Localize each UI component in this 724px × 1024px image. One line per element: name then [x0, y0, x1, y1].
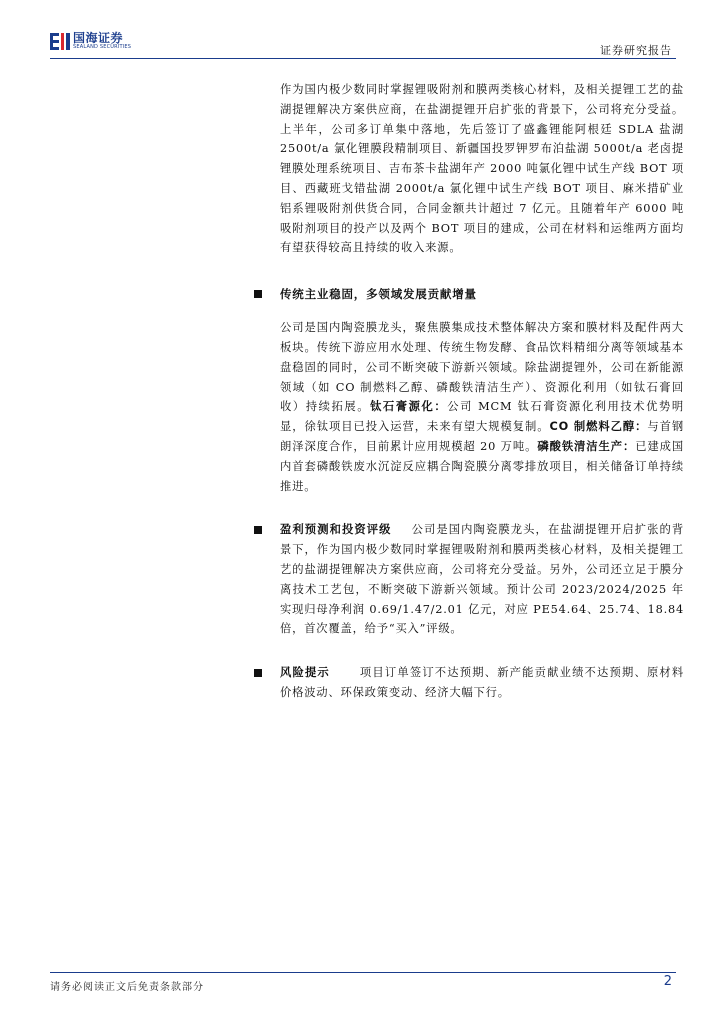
section-paragraph	[280, 318, 684, 496]
paragraph-text: 项目订单签订不达预期、新产能贡献业绩不达预期、原材料价格波动、环保政策变动、经济大幅下行。	[280, 666, 684, 699]
section-traditional-business	[280, 284, 684, 496]
section-title: 盈利预测和投资评级	[280, 523, 392, 537]
logo-text-cn: 国海证券	[73, 31, 124, 45]
section-paragraph	[280, 520, 684, 639]
section-paragraph	[280, 663, 684, 703]
bold-keyword: 磷酸铁清洁生产：	[537, 439, 636, 453]
square-bullet-icon	[254, 290, 262, 298]
section-risk-warning	[280, 663, 684, 703]
intro-paragraph: 作为国内极少数同时掌握锂吸附剂和膜两类核心材料，及相关提锂工艺的盐湖提锂解决方案供应商，在盐湖提锂开启扩张的背景下，公司将充分受益。上半年，公司多订单集中落地，先后签订了盛鑫锂能阿根廷 SDLA 盐湖 2500t/a 氯化锂膜段精制项目、新疆国投罗钾罗布泊盐湖 5000t/a 老卤提锂膜处理系统项目、吉布茶卡盐湖年产 2000 吨氯化锂中试生产线 BOT 项目、西藏班戈错盐湖 2000t/a 氯化锂中试生产线 BOT 项目、麻米措矿业铝系锂吸附剂供货合同，合同金额共计超过 7 亿元。且随着年产 6000 吨吸附剂项目的投产以及两个 BOT 项目的建成，公司在材料和运维两方面均有望获得较高且持续的收入来源。	[280, 83, 684, 255]
report-type-label: 证券研究报告	[600, 44, 672, 57]
footer-disclaimer: 请务必阅读正文后免责条款部分	[50, 982, 204, 993]
section-forecast-rating	[280, 520, 684, 639]
paragraph-text: 公司 MCM 钛石膏资源化利用技术优势明显，徐钛项目已投入运营，未来有望大规模复制。	[280, 400, 684, 434]
footer-divider	[50, 972, 676, 973]
square-bullet-icon	[254, 526, 262, 534]
logo-text-en: SEALAND SECURITIES	[73, 44, 132, 50]
logo-mark-icon	[50, 33, 70, 50]
page-number: 2	[663, 974, 672, 989]
bold-keyword: 钛石膏源化：	[370, 400, 448, 414]
bold-keyword: CO 制燃料乙醇：	[549, 420, 648, 434]
paragraph-text: 公司是国内陶瓷膜龙头，聚焦膜集成技术整体解决方案和膜材料及配件两大板块。传统下游应用水处理、传统生物发酵、食品饮料精细分离等领域基本盘稳固的同时，公司不断突破下游新兴领域。除盐湖提锂外，公司在新能源领域（如 CO 制燃料乙醇、磷酸铁清洁生产）、资源化利用（如钛石膏回收）持续拓展。	[280, 321, 684, 414]
header-divider	[50, 58, 676, 59]
square-bullet-icon	[254, 669, 262, 677]
company-logo	[50, 32, 131, 50]
main-content	[280, 80, 684, 703]
paragraph-text: 公司是国内陶瓷膜龙头，在盐湖提锂开启扩张的背景下，作为国内极少数同时掌握锂吸附剂和膜两类核心材料，及相关提锂工艺的盐湖提锂解决方案供应商，公司将充分受益。另外，公司还立足于膜分离技术工艺包，不断突破下游新兴领域。预计公司 2023/2024/2025 年实现归母净利润 0.69/1.47/2.01 亿元，对应 PE54.64、25.74、18.84 倍，首次覆盖，给予“买入”评级。	[280, 523, 685, 636]
paragraph-text: 已建成国内首套磷酸铁废水沉淀反应耦合陶瓷膜分离零排放项目，相关储备订单持续推进。	[280, 439, 685, 493]
paragraph-text: 与首钢朗泽深度合作，目前累计应用规模超 20 万吨。	[280, 420, 685, 453]
section-title: 传统主业稳固，多领域发展贡献增量	[280, 287, 477, 302]
section-title: 风险提示	[280, 666, 330, 680]
